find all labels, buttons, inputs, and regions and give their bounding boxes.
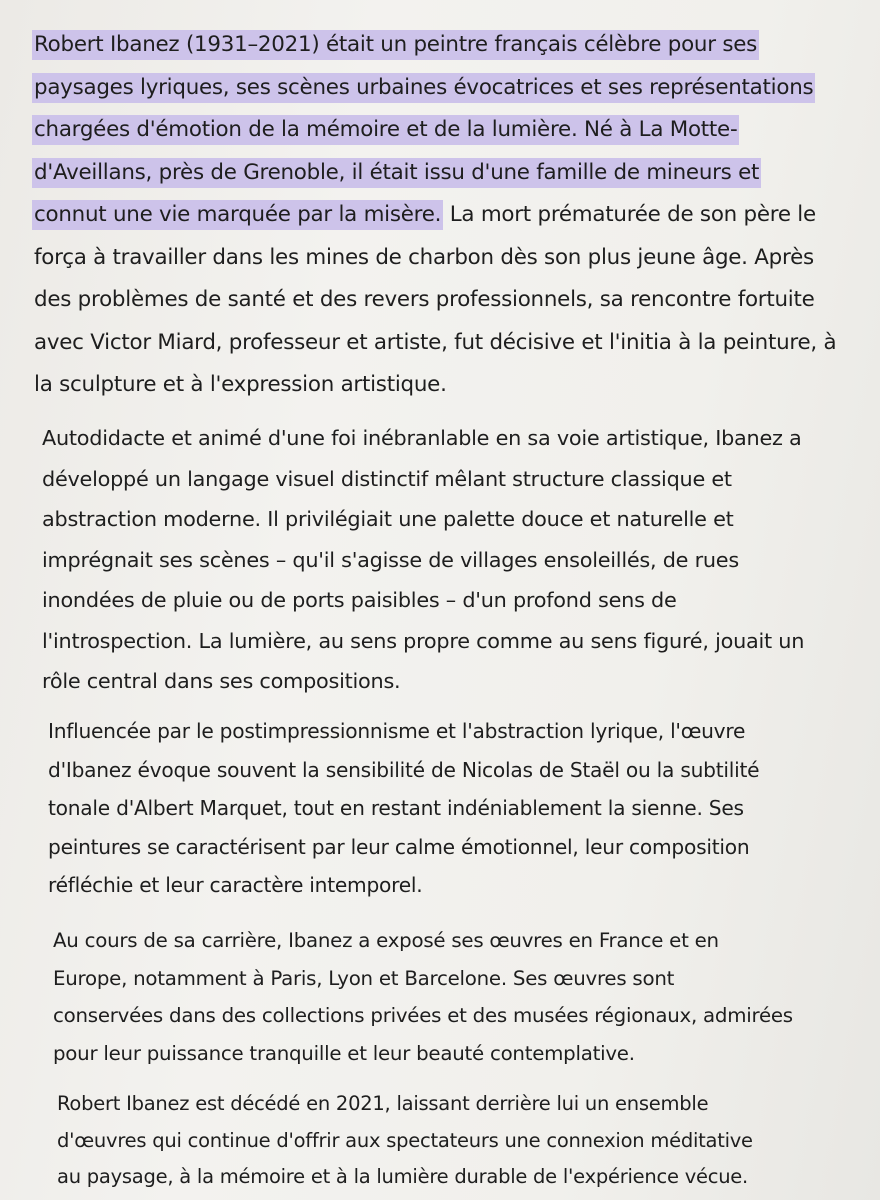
text-line <box>34 109 836 152</box>
paragraph-exhibitions <box>53 922 793 1072</box>
paragraph-biography-intro <box>34 24 836 407</box>
text-line: développé un langage visuel distinctif mêlant structure classique et <box>42 466 732 491</box>
text-line: Autodidacte et animé d'une foi inébranlable en sa voie artistique, Ibanez a <box>42 426 802 450</box>
text-line: imprégnait ses scènes – qu'il s'agisse de villages ensoleillés, de rues <box>42 547 739 572</box>
highlighted-text: Robert Ibanez (1931–2021) était un peintre français célèbre pour ses <box>32 30 759 60</box>
text-line <box>34 194 836 237</box>
highlighted-text: d'Aveillans, près de Grenoble, il était issu d'une famille de mineurs et <box>32 158 761 188</box>
text-line: d'Ibanez évoque souvent la sensibilité de Nicolas de Staël ou la subtilité <box>48 757 760 782</box>
text-line: inondées de pluie ou de ports paisibles – d'un profond sens de <box>42 588 677 612</box>
highlighted-text: paysages lyriques, ses scènes urbaines évocatrices et ses représentations <box>32 73 815 103</box>
paragraph-influences <box>48 712 759 905</box>
plain-text: La mort prématurée de son père le <box>443 202 816 227</box>
text-line: la sculpture et à l'expression artistique. <box>34 372 447 397</box>
highlighted-text: connut une vie marquée par la misère. <box>32 200 443 230</box>
text-line: pour leur puissance tranquille et leur beauté contemplative. <box>53 1041 635 1065</box>
text-line: peintures se caractérisent par leur calme émotionnel, leur composition <box>48 834 750 859</box>
text-line: rôle central dans ses compositions. <box>42 669 401 693</box>
text-line: avec Victor Miard, professeur et artiste, fut décisive et l'initia à la peinture, à <box>34 329 837 355</box>
text-line: réfléchie et leur caractère intemporel. <box>48 873 423 897</box>
text-line: d'œuvres qui continue d'offrir aux spectateurs une connexion méditative <box>57 1128 753 1152</box>
text-line <box>34 152 836 195</box>
text-line: força à travailler dans les mines de charbon dès son plus jeune âge. Après <box>34 244 814 270</box>
text-line: abstraction moderne. Il privilégiait une palette douce et naturelle et <box>42 507 734 531</box>
text-line: Influencée par le postimpressionnisme et l'abstraction lyrique, l'œuvre <box>48 719 746 743</box>
text-line: conservées dans des collections privées et des musées régionaux, admirées <box>53 1004 793 1027</box>
text-line: des problèmes de santé et des revers professionnels, sa rencontre fortuite <box>34 287 815 312</box>
text-line: tonale d'Albert Marquet, tout en restant indéniablement la sienne. Ses <box>48 796 744 820</box>
text-line <box>34 24 836 67</box>
highlighted-text: chargées d'émotion de la mémoire et de la lumière. Né à La Motte- <box>32 115 739 145</box>
text-line: l'introspection. La lumière, au sens propre comme au sens figuré, jouait un <box>42 628 805 653</box>
paragraph-legacy <box>57 1086 753 1196</box>
paragraph-artistic-language <box>42 418 804 702</box>
text-line: Au cours de sa carrière, Ibanez a exposé ses œuvres en France et en <box>53 929 719 952</box>
text-line: Europe, notamment à Paris, Lyon et Barcelone. Ses œuvres sont <box>53 966 675 990</box>
text-line: Robert Ibanez est décédé en 2021, laissant derrière lui un ensemble <box>57 1092 709 1115</box>
text-line: au paysage, à la mémoire et à la lumière durable de l'expérience vécue. <box>57 1165 749 1188</box>
text-line <box>34 67 836 110</box>
